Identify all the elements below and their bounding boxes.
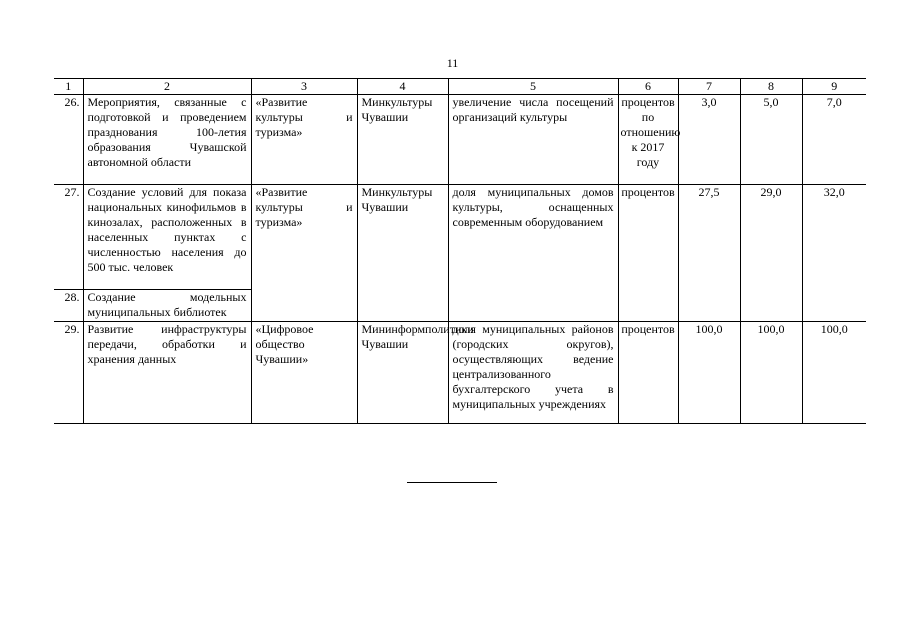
activity-cell: Мероприятия, связанные с подготовкой и проведением празднования 100-летия образования Чувашской автономной области xyxy=(83,95,251,185)
program-cell: «Развитие культуры и туризма» xyxy=(251,95,357,185)
activity-cell: Создание модельных муниципальных библиотек xyxy=(83,290,251,322)
header-row xyxy=(54,79,866,95)
header-col-9: 9 xyxy=(802,79,866,95)
value-col-8: 29,0 xyxy=(740,185,802,322)
executor-cell: Минкультуры Чувашии xyxy=(357,95,448,185)
program-cell: «Развитие культуры и туризма» xyxy=(251,185,357,322)
value-col-8: 5,0 xyxy=(740,95,802,185)
unit-cell: процентов xyxy=(618,185,678,322)
header-col-3: 3 xyxy=(251,79,357,95)
value-col-9: 32,0 xyxy=(802,185,866,322)
indicator-cell: доля муниципальных районов (городских округов), осуществляющих ведение централизованного бухгалтерского учета в муниципальных учреждениях xyxy=(448,322,618,424)
header-col-2: 2 xyxy=(83,79,251,95)
value-col-7: 27,5 xyxy=(678,185,740,322)
footer-divider xyxy=(407,482,497,483)
value-col-7: 3,0 xyxy=(678,95,740,185)
header-col-5: 5 xyxy=(448,79,618,95)
unit-cell: процентов xyxy=(618,322,678,424)
executor-cell: Минкультуры Чувашии xyxy=(357,185,448,322)
row-number: 26. xyxy=(54,95,83,185)
header-col-1: 1 xyxy=(54,79,83,95)
value-col-9: 7,0 xyxy=(802,95,866,185)
row-number: 27. xyxy=(54,185,83,290)
table-row xyxy=(54,185,866,290)
table-row xyxy=(54,95,866,185)
row-number: 29. xyxy=(54,322,83,424)
activity-cell: Развитие инфраструктуры передачи, обработки и хранения данных xyxy=(83,322,251,424)
program-cell: «Цифровое общество Чувашии» xyxy=(251,322,357,424)
header-col-7: 7 xyxy=(678,79,740,95)
header-col-8: 8 xyxy=(740,79,802,95)
measures-table xyxy=(54,78,866,424)
value-col-7: 100,0 xyxy=(678,322,740,424)
indicator-cell: увеличение числа посещений организаций культуры xyxy=(448,95,618,185)
table-row xyxy=(54,322,866,424)
header-col-4: 4 xyxy=(357,79,448,95)
value-col-8: 100,0 xyxy=(740,322,802,424)
activity-cell: Создание условий для показа национальных кинофильмов в кинозалах, расположенных в населенных пунктах с численностью населения до 500 тыс. человек xyxy=(83,185,251,290)
header-col-6: 6 xyxy=(618,79,678,95)
unit-cell: процентов по отношению к 2017 году xyxy=(618,95,678,185)
page-number: 11 xyxy=(446,56,459,70)
row-number: 28. xyxy=(54,290,83,322)
indicator-cell: доля муниципальных домов культуры, оснащенных современным оборудованием xyxy=(448,185,618,322)
value-col-9: 100,0 xyxy=(802,322,866,424)
executor-cell: Мининформполитики Чувашии xyxy=(357,322,448,424)
